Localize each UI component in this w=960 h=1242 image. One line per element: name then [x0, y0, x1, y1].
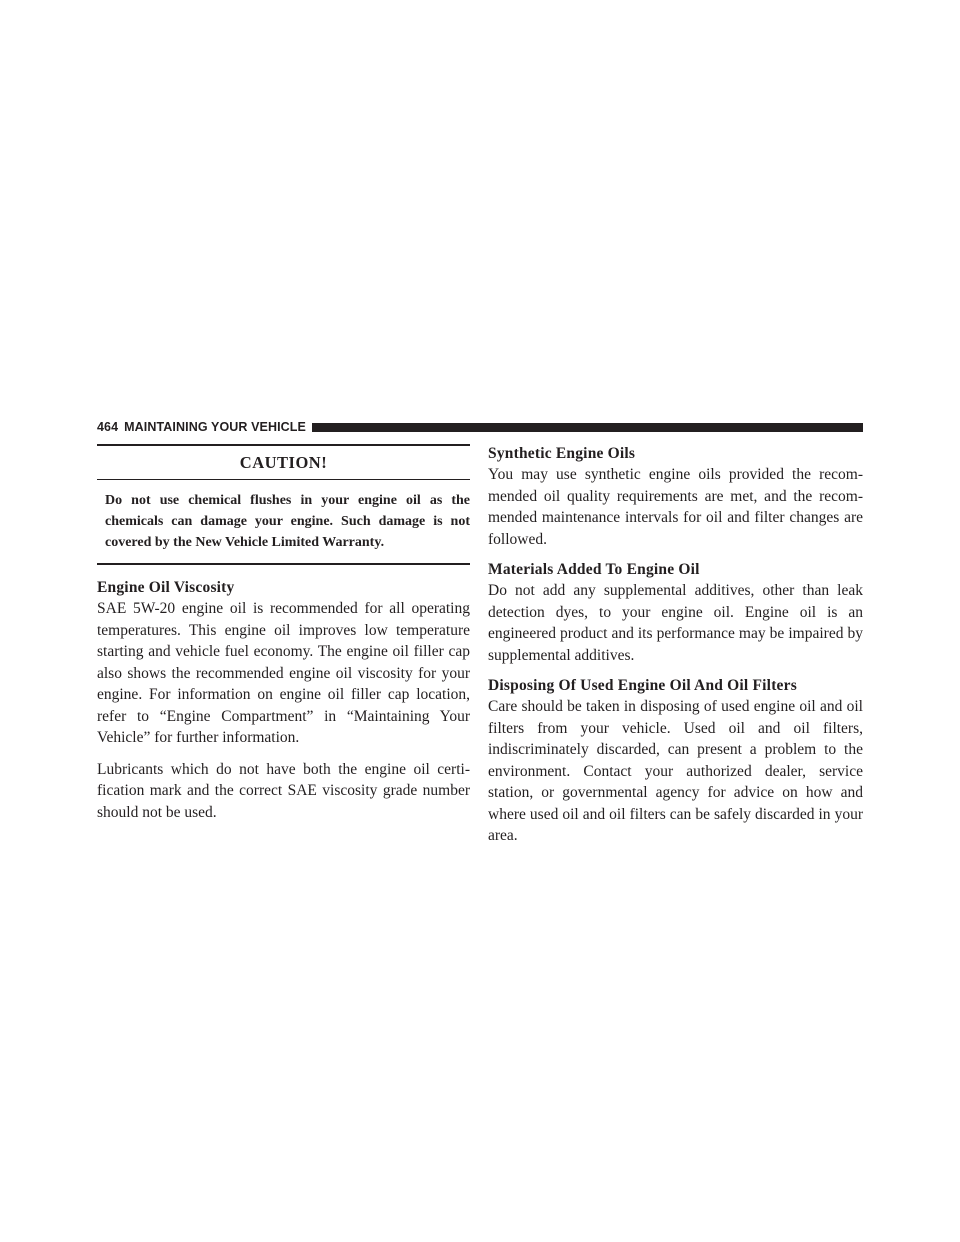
viscosity-section	[97, 578, 470, 823]
synthetic-section	[488, 444, 863, 550]
right-column	[488, 444, 863, 857]
viscosity-paragraph-1: SAE 5W-20 engine oil is recommended for all operating temperatures. This engine oil improves low temperature starting and vehicle fuel economy. The engine oil filler cap also shows the recommended engine oil viscosity for your engine. For information on engine oil filler cap location, refer to “Engine Compartment” in “Maintaining Your Vehicle” for further information.	[97, 600, 470, 746]
page-number: 464	[97, 420, 119, 434]
caution-title: CAUTION!	[97, 446, 470, 480]
caution-body: Do not use chemical flushes in your engine oil as the chemicals can damage your engine. Such damage is not covered by the New Vehicle Limited Warranty.	[105, 493, 470, 550]
materials-paragraph: Do not add any supplemental additives, other than leak detection dyes, to your engine oil. Engine oil is an engineered product and its performance may be impaired by supplemental additives.	[488, 582, 863, 664]
viscosity-paragraph-2: Lubricants which do not have both the engine oil certification mark and the correct SAE viscosity grade number should not be used.	[97, 760, 470, 821]
disposing-heading: Disposing Of Used Engine Oil And Oil Filters	[488, 677, 797, 694]
caution-box	[97, 444, 470, 565]
materials-heading: Materials Added To Engine Oil	[488, 561, 700, 578]
section-title: MAINTAINING YOUR VEHICLE	[124, 420, 306, 434]
disposing-paragraph: Care should be taken in disposing of used engine oil and oil filters from your vehicle. Used oil and oil filters, indiscriminately discarded, can present a problem to the environment. Contact your authorized dealer, service station, or governmental agency for advice on how and where used oil and oil filters can be safely discarded in your area.	[488, 698, 863, 844]
disposing-section	[488, 676, 863, 847]
left-column	[97, 444, 470, 833]
header-rule	[312, 423, 863, 432]
materials-section	[488, 560, 863, 666]
synthetic-paragraph: You may use synthetic engine oils provided the recommended oil quality requirements are met, and the recommended maintenance intervals for oil and filter changes are followed.	[488, 466, 863, 548]
viscosity-heading: Engine Oil Viscosity	[97, 579, 235, 596]
synthetic-heading: Synthetic Engine Oils	[488, 445, 636, 462]
page-header	[97, 418, 863, 436]
